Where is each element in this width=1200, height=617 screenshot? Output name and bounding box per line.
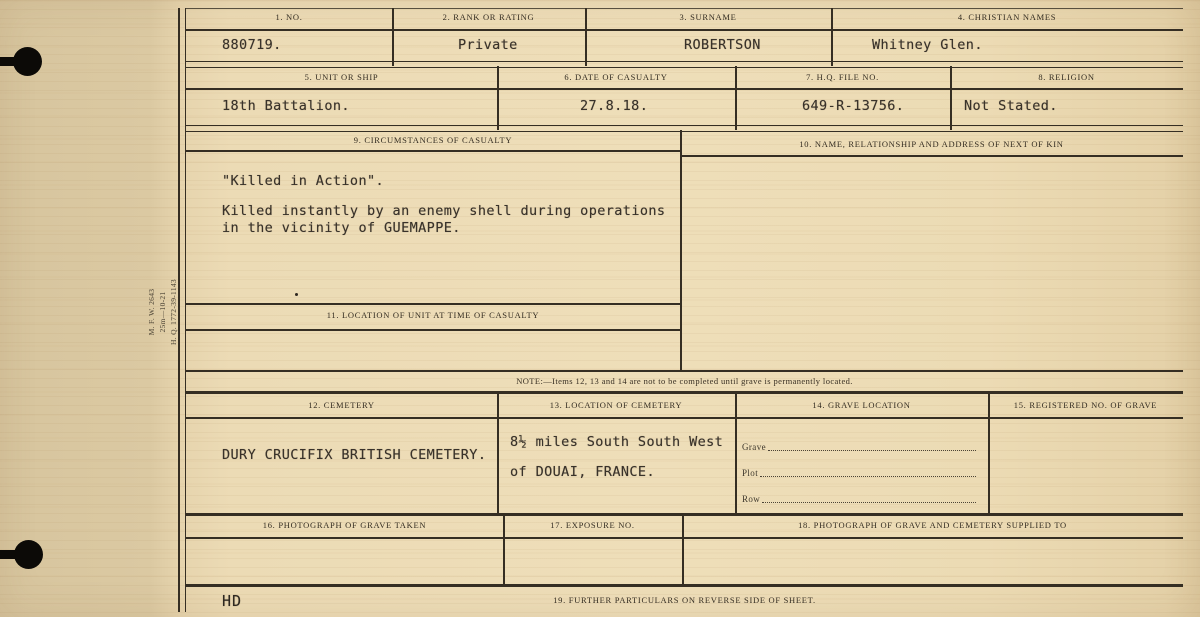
field-label-unit: 5. UNIT OR SHIP [304,72,379,82]
rule-line [186,61,1183,68]
location-of-cemetery-line2: of DOUAI, FRANCE. [510,464,655,480]
grave-row-label: Grave [742,442,766,452]
field-value-surname: ROBERTSON [684,37,761,53]
form-number-line2: 25m—10-21 [158,291,167,333]
grave-location-row [742,438,976,452]
field-value-no: 880719. [222,37,282,53]
ink-speck [295,293,298,296]
row-row-label: Row [742,494,761,504]
rule-line [186,417,1183,419]
field-value-hq-file-no: 649-R-13756. [802,98,905,114]
rule-line [680,130,682,371]
rule-line [186,584,1183,587]
rule-line [186,391,1183,394]
rule-line [186,150,680,152]
field-value-religion: Not Stated. [964,98,1058,114]
field-label-cemetery: 12. CEMETERY [308,400,375,410]
note-text: NOTE:—Items 12, 13 and 14 are not to be completed until grave is permanently located. [516,376,853,386]
rule-line [735,393,737,514]
rule-line [680,155,1183,157]
field-label-christian-names: 4. CHRISTIAN NAMES [957,12,1057,22]
grave-location-row [742,464,976,478]
location-of-cemetery-line1: 8½ miles South South West [510,434,724,450]
dotted-leader [760,476,976,477]
field-label-circumstances: 9. CIRCUMSTANCES OF CASUALTY [353,135,513,145]
grave-location-row [742,490,976,504]
field-label-next-of-kin: 10. NAME, RELATIONSHIP AND ADDRESS OF NEXT OF KIN [799,139,1064,149]
field-value-rank: Private [458,37,518,53]
field-label-further-particulars: 19. FURTHER PARTICULARS ON REVERSE SIDE OF SHEET. [553,595,816,605]
field-label-hq-file-no: 7. H.Q. FILE NO. [806,72,879,82]
field-label-location-of-cemetery: 13. LOCATION OF CEMETERY [549,400,683,410]
field-label-location-of-unit: 11. LOCATION OF UNIT AT TIME OF CASUALTY [326,310,540,320]
hd-stamp: HD [222,592,243,610]
punch-hole-bottom [14,540,43,569]
rule-line [186,513,1183,516]
field-label-exposure-no: 17. EXPOSURE NO. [550,520,635,530]
circumstances-line1: "Killed in Action". [222,173,385,189]
field-value-cemetery: DURY CRUCIFIX BRITISH CEMETERY. [222,447,487,463]
rule-line [186,329,680,331]
field-label-photo-supplied: 18. PHOTOGRAPH OF GRAVE AND CEMETERY SUPPLIED TO [798,520,1067,530]
rule-line [497,393,499,514]
rule-line [186,8,1183,9]
plot-row-label: Plot [742,468,759,478]
rule-line [988,393,990,514]
field-label-grave-location: 14. GRAVE LOCATION [812,400,911,410]
rule-line [186,125,1183,132]
field-label-rank: 2. RANK OR RATING [442,12,535,22]
dotted-leader [762,502,976,503]
punch-hole-top [13,47,42,76]
dotted-leader [768,450,976,451]
field-label-surname: 3. SURNAME [679,12,737,22]
rule-line [186,537,1183,539]
field-label-photo-taken: 16. PHOTOGRAPH OF GRAVE TAKEN [262,520,427,530]
field-value-unit: 18th Battalion. [222,98,350,114]
field-label-no: 1. NO. [275,12,303,22]
rule-line [178,8,180,612]
circumstances-line3: in the vicinity of GUEMAPPE. [222,220,461,236]
field-label-religion: 8. RELIGION [1038,72,1095,82]
form-number-line1: M. F. W. 2643 [147,288,156,336]
form-number-stamp [146,268,182,356]
field-value-date-of-casualty: 27.8.18. [580,98,649,114]
form-number-line3: H. Q. 1772-39-1143 [169,279,178,345]
field-label-date-of-casualty: 6. DATE OF CASUALTY [564,72,668,82]
rule-line [186,88,1183,90]
field-label-registered-no: 15. REGISTERED NO. OF GRAVE [1013,400,1158,410]
rule-line [186,303,680,305]
field-value-christian-names: Whitney Glen. [872,37,983,53]
rule-line [186,370,1183,372]
circumstances-line2: Killed instantly by an enemy shell during operations [222,203,666,219]
rule-line [186,29,1183,31]
